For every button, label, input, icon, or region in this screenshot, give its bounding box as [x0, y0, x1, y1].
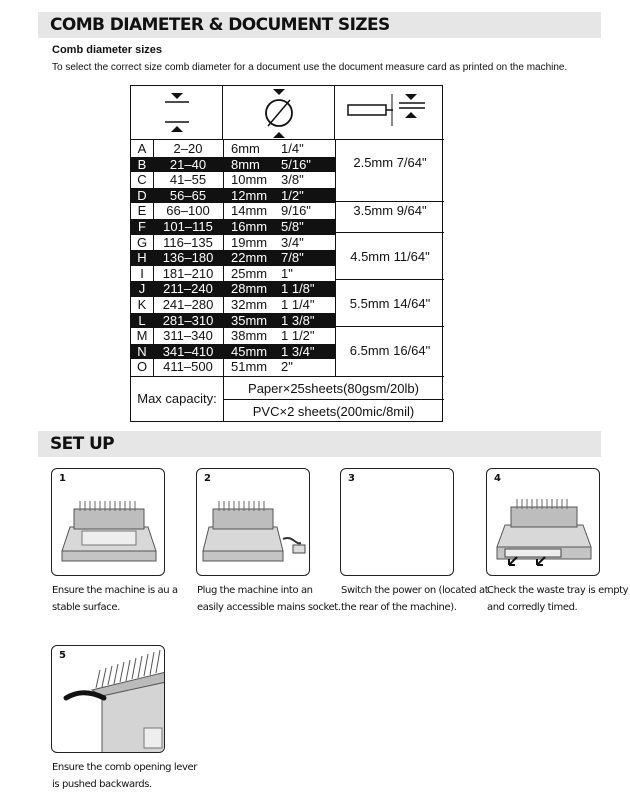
size-letter: H [137, 250, 147, 266]
sheet-range: 2–20 [173, 141, 203, 156]
table-row [131, 188, 335, 204]
caption-line: Check the waste tray is empty [487, 585, 629, 596]
comb-diameter-inch: 1 3/8" [281, 312, 315, 328]
pitch-divider [335, 201, 444, 202]
pitch-divider [335, 326, 444, 327]
size-letter: C [137, 172, 147, 188]
step-2-caption [197, 582, 341, 616]
intro-text: To select the correct size comb diameter for a document use the document measure card as printed on the machine. [52, 62, 568, 73]
caption-line: easily accessible mains socket. [197, 602, 341, 613]
caption-line: Ensure the comb opening lever [52, 762, 198, 773]
comb-diameter-mm: 35mm [231, 312, 268, 328]
caption-line: Ensure the machine is au a [52, 585, 178, 596]
size-letter: B [137, 156, 147, 172]
comb-diameter-mm: 6mm [231, 141, 260, 156]
sheet-range: 56–65 [169, 187, 207, 203]
comb-diameter-inch: 7/8" [281, 250, 304, 266]
comb-diameter-mm: 45mm [231, 343, 268, 359]
pitch-value: 3.5mm 9/64" [353, 203, 427, 218]
comb-diameter-mm: 38mm [231, 328, 268, 344]
comb-diameter-inch: 3/8" [281, 172, 304, 188]
subsection-title: Comb diameter sizes [52, 44, 163, 56]
size-letter: J [138, 281, 146, 297]
comb-diameter-inch: 9/16" [281, 203, 311, 219]
caption-line: is pushed backwards. [52, 779, 152, 790]
size-letter: L [138, 312, 146, 328]
comb-lever-illustration [52, 646, 165, 753]
comb-diameter-inch: 5/8" [281, 219, 304, 234]
table-row [131, 281, 335, 297]
caption-line: Switch the power on (located at [341, 585, 489, 596]
comb-diameter-mm: 8mm [231, 156, 260, 172]
waste-tray-illustration [487, 469, 600, 576]
sheet-range: 21–40 [169, 156, 207, 172]
sheet-range: 41–55 [169, 172, 207, 188]
pitch-value: 4.5mm 11/64" [350, 249, 430, 264]
section-title: SET UP [50, 434, 115, 454]
sheet-range: 411–500 [163, 359, 213, 375]
comb-diameter-mm: 10mm [231, 172, 268, 188]
step-5-caption [52, 759, 197, 793]
step-2-image [196, 468, 310, 576]
size-letter: A [137, 141, 147, 156]
comb-diameter-inch: 5/16" [281, 156, 311, 172]
step-number: 4 [494, 473, 501, 484]
comb-diameter-mm: 19mm [231, 234, 268, 250]
comb-diameter-mm: 22mm [231, 250, 268, 266]
section-header-set-up [38, 431, 601, 457]
section-title: COMB DIAMETER & DOCUMENT SIZES [50, 15, 390, 35]
comb-pitch-icon [335, 86, 444, 140]
sheet-range: 181–210 [162, 265, 214, 281]
size-letter: M [136, 328, 148, 344]
comb-diameter-mm: 14mm [231, 203, 268, 219]
table-row [131, 250, 335, 266]
size-letter: D [137, 187, 147, 203]
capacity-pvc: PVC×2 sheets(200mic/8mil) [252, 404, 415, 419]
comb-diameter-inch: 2" [281, 359, 293, 375]
size-letter: F [138, 219, 146, 234]
binding-machine-illustration [52, 469, 165, 576]
sheet-range: 101–115 [163, 219, 213, 234]
table-row [131, 157, 335, 173]
capacity-paper: Paper×25sheets(80gsm/20lb) [248, 381, 419, 396]
size-letter: O [136, 359, 148, 375]
sheet-range: 241–280 [162, 297, 214, 312]
comb-diameter-icon [223, 86, 335, 140]
comb-diameter-inch: 1/4" [281, 141, 304, 156]
sheet-range: 66–100 [166, 203, 210, 219]
sheet-range: 341–410 [162, 343, 214, 359]
comb-diameter-inch: 1/2" [281, 187, 304, 203]
table-row [131, 297, 335, 313]
comb-diameter-mm: 12mm [231, 187, 268, 203]
pitch-divider [335, 232, 444, 233]
step-1-caption [52, 582, 178, 616]
table-row [131, 141, 335, 157]
comb-diameter-mm: 25mm [231, 265, 268, 281]
step-number: 3 [348, 473, 355, 484]
caption-line: stable surface. [52, 602, 120, 613]
size-letter: G [136, 234, 148, 250]
comb-diameter-inch: 1 3/4" [281, 343, 315, 359]
table-row [131, 344, 335, 360]
table-row [131, 235, 335, 251]
caption-line: the rear of the machine). [341, 602, 457, 613]
sheet-range: 116–135 [163, 234, 213, 250]
step-4-caption [487, 582, 628, 616]
step-number: 5 [59, 650, 66, 661]
size-letter: I [140, 265, 144, 281]
step-3-caption [341, 582, 488, 616]
table-row [131, 219, 335, 235]
pitch-value: 2.5mm 7/64" [353, 155, 427, 170]
comb-diameter-inch: 1 1/4" [281, 297, 315, 312]
table-row [131, 313, 335, 329]
comb-diameter-mm: 28mm [231, 281, 268, 297]
step-number: 2 [204, 473, 211, 484]
sheet-range: 211–240 [163, 281, 213, 297]
sheet-range: 281–310 [162, 312, 214, 328]
sheet-range: 136–180 [162, 250, 214, 266]
machine-plug-illustration [197, 469, 310, 576]
caption-line: and corredly timed. [487, 602, 578, 613]
table-row [131, 266, 335, 282]
sheet-range: 311–340 [163, 328, 213, 344]
pitch-value: 6.5mm 16/64" [349, 343, 431, 358]
document-thickness-icon [131, 86, 223, 140]
comb-diameter-mm: 51mm [231, 359, 268, 375]
pitch-value: 5.5mm 14/64" [349, 296, 431, 311]
column-divider [153, 140, 154, 376]
max-capacity-label: Max capacity: [137, 391, 217, 406]
step-3-image [340, 468, 454, 576]
comb-diameter-mm: 16mm [231, 219, 268, 234]
table-row [131, 203, 335, 219]
step-5-image [51, 645, 165, 753]
caption-line: Plug the machine into an [197, 585, 313, 596]
comb-diameter-mm: 32mm [231, 297, 268, 312]
table-row [131, 328, 335, 344]
comb-diameter-inch: 1 1/8" [281, 281, 315, 297]
size-letter: E [137, 203, 147, 219]
comb-diameter-inch: 1 1/2" [281, 328, 315, 344]
comb-diameter-inch: 3/4" [281, 234, 304, 250]
table-row [131, 359, 335, 375]
pitch-divider [335, 279, 444, 280]
step-number: 1 [59, 473, 66, 484]
table-row [131, 172, 335, 188]
size-letter: K [137, 297, 147, 312]
step-1-image [51, 468, 165, 576]
size-letter: N [137, 343, 147, 359]
step-4-image [486, 468, 600, 576]
comb-size-table [130, 85, 443, 422]
comb-diameter-inch: 1" [281, 265, 293, 281]
section-header-comb-sizes [38, 12, 601, 38]
